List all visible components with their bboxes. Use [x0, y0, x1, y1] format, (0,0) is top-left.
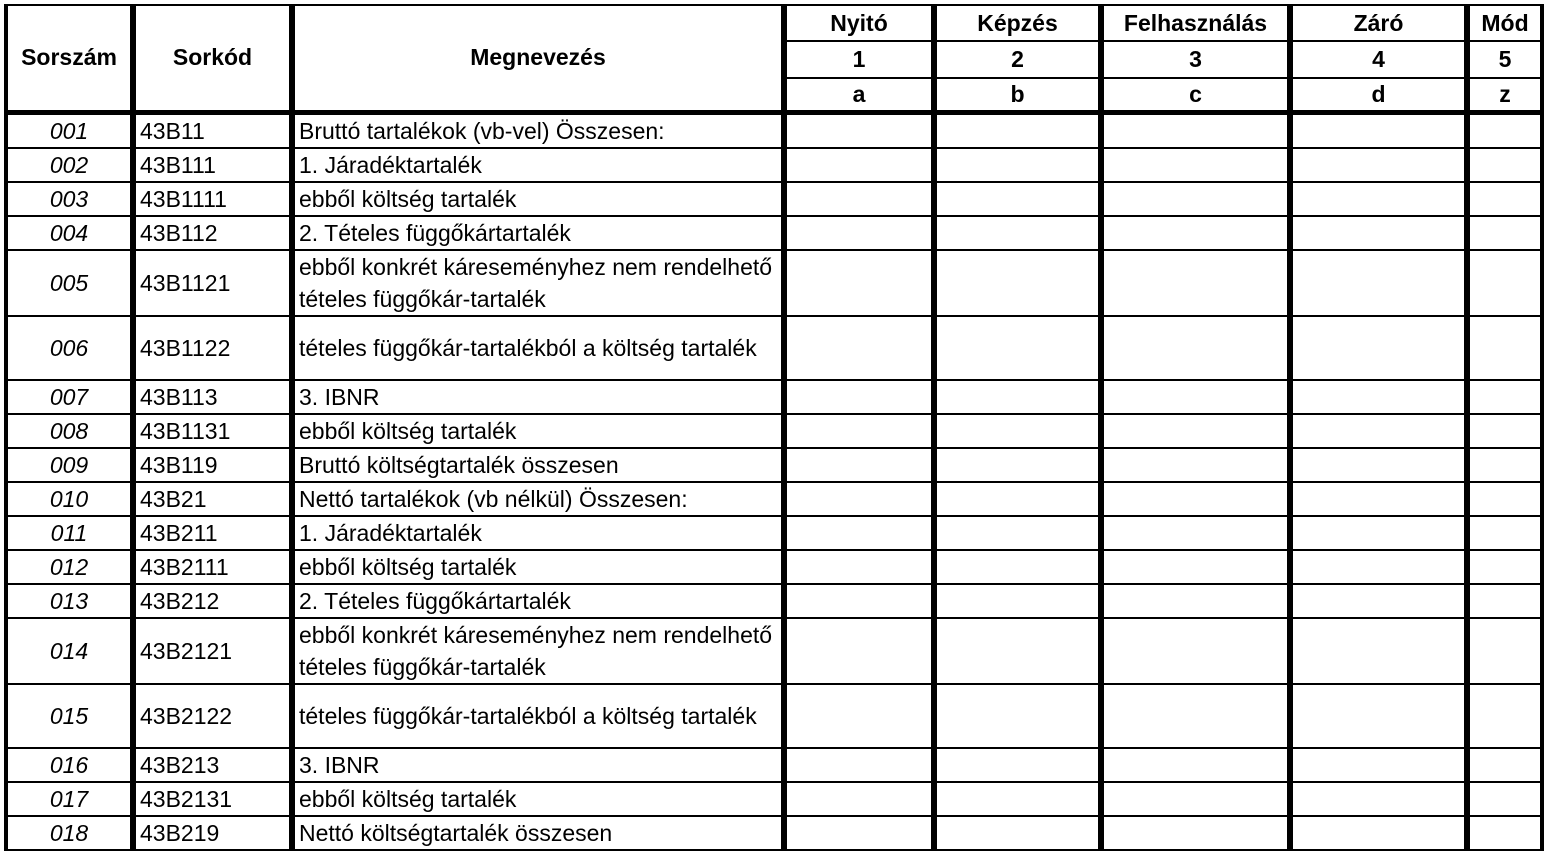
- value-cell[interactable]: [784, 380, 934, 414]
- value-cell[interactable]: [1290, 482, 1467, 516]
- value-cell[interactable]: [1101, 182, 1290, 216]
- header-col-title: Felhasználás: [1101, 5, 1290, 41]
- value-cell[interactable]: [1290, 684, 1467, 748]
- value-cell[interactable]: [1101, 684, 1290, 748]
- value-cell[interactable]: [784, 684, 934, 748]
- row-code: 43B213: [133, 748, 292, 782]
- header-col-title: Záró: [1290, 5, 1467, 41]
- row-description: 2. Tételes függőkártartalék: [292, 216, 784, 250]
- row-code: 43B1121: [133, 250, 292, 316]
- row-number: 016: [6, 748, 133, 782]
- value-cell[interactable]: [1290, 516, 1467, 550]
- value-cell[interactable]: [784, 782, 934, 816]
- value-cell[interactable]: [1290, 414, 1467, 448]
- value-cell[interactable]: [1467, 182, 1542, 216]
- table-row: [6, 782, 1542, 816]
- value-cell[interactable]: [784, 112, 934, 148]
- header-sorkod: Sorkód: [133, 5, 292, 112]
- value-cell[interactable]: [934, 684, 1101, 748]
- value-cell[interactable]: [1467, 816, 1542, 850]
- value-cell[interactable]: [1467, 684, 1542, 748]
- row-description: Bruttó tartalékok (vb-vel) Összesen:: [292, 112, 784, 148]
- value-cell[interactable]: [784, 516, 934, 550]
- row-number: 012: [6, 550, 133, 584]
- row-code: 43B1111: [133, 182, 292, 216]
- table-row: [6, 448, 1542, 482]
- header-sorszam: Sorszám: [6, 5, 133, 112]
- value-cell[interactable]: [784, 748, 934, 782]
- value-cell[interactable]: [1467, 148, 1542, 182]
- header-col-number: 2: [934, 41, 1101, 78]
- header-col-number: 3: [1101, 41, 1290, 78]
- value-cell[interactable]: [934, 380, 1101, 414]
- value-cell[interactable]: [784, 816, 934, 850]
- value-cell[interactable]: [1290, 448, 1467, 482]
- value-cell[interactable]: [1101, 250, 1290, 316]
- table-row: [6, 550, 1542, 584]
- value-cell[interactable]: [1290, 316, 1467, 380]
- row-description: Nettó tartalékok (vb nélkül) Összesen:: [292, 482, 784, 516]
- value-cell[interactable]: [1101, 516, 1290, 550]
- row-code: 43B1122: [133, 316, 292, 380]
- row-code: 43B219: [133, 816, 292, 850]
- value-cell[interactable]: [934, 584, 1101, 618]
- value-cell[interactable]: [1290, 550, 1467, 584]
- value-cell[interactable]: [1290, 782, 1467, 816]
- value-cell[interactable]: [1290, 250, 1467, 316]
- row-number: 001: [6, 112, 133, 148]
- row-code: 43B2111: [133, 550, 292, 584]
- value-cell[interactable]: [1467, 618, 1542, 684]
- row-description: 1. Járadéktartalék: [292, 516, 784, 550]
- value-cell[interactable]: [1290, 816, 1467, 850]
- value-cell[interactable]: [1101, 448, 1290, 482]
- value-cell[interactable]: [784, 448, 934, 482]
- value-cell[interactable]: [934, 148, 1101, 182]
- table-row: [6, 216, 1542, 250]
- value-cell[interactable]: [1290, 380, 1467, 414]
- row-description: tételes függőkár-tartalékból a költség tartalék: [292, 684, 784, 748]
- row-description: ebből költség tartalék: [292, 414, 784, 448]
- value-cell[interactable]: [934, 550, 1101, 584]
- value-cell[interactable]: [784, 216, 934, 250]
- value-cell[interactable]: [1290, 618, 1467, 684]
- row-description: 3. IBNR: [292, 748, 784, 782]
- row-number: 013: [6, 584, 133, 618]
- value-cell[interactable]: [1101, 748, 1290, 782]
- report-form: [4, 4, 1540, 846]
- value-cell[interactable]: [1467, 482, 1542, 516]
- table-row: [6, 584, 1542, 618]
- header-col-title: Mód: [1467, 5, 1542, 41]
- value-cell[interactable]: [934, 216, 1101, 250]
- row-description: 3. IBNR: [292, 380, 784, 414]
- row-description: ebből költség tartalék: [292, 550, 784, 584]
- value-cell[interactable]: [1290, 148, 1467, 182]
- header-col-letter: z: [1467, 78, 1542, 112]
- table-row: [6, 250, 1542, 316]
- value-cell[interactable]: [1467, 414, 1542, 448]
- row-description: 1. Járadéktartalék: [292, 148, 784, 182]
- value-cell[interactable]: [1467, 380, 1542, 414]
- row-number: 004: [6, 216, 133, 250]
- row-number: 011: [6, 516, 133, 550]
- value-cell[interactable]: [934, 618, 1101, 684]
- value-cell[interactable]: [934, 182, 1101, 216]
- value-cell[interactable]: [1467, 216, 1542, 250]
- table-row: [6, 482, 1542, 516]
- value-cell[interactable]: [1467, 448, 1542, 482]
- row-number: 006: [6, 316, 133, 380]
- row-number: 007: [6, 380, 133, 414]
- table-row: [6, 316, 1542, 380]
- value-cell[interactable]: [1467, 250, 1542, 316]
- row-number: 017: [6, 782, 133, 816]
- row-code: 43B211: [133, 516, 292, 550]
- header-col-number: 4: [1290, 41, 1467, 78]
- row-code: 43B21: [133, 482, 292, 516]
- value-cell[interactable]: [784, 550, 934, 584]
- value-cell[interactable]: [1101, 482, 1290, 516]
- row-description: tételes függőkár-tartalékból a költség tartalék: [292, 316, 784, 380]
- value-cell[interactable]: [934, 748, 1101, 782]
- row-code: 43B119: [133, 448, 292, 482]
- value-cell[interactable]: [1467, 584, 1542, 618]
- row-description: Nettó költségtartalék összesen: [292, 816, 784, 850]
- value-cell[interactable]: [934, 250, 1101, 316]
- row-description: 2. Tételes függőkártartalék: [292, 584, 784, 618]
- value-cell[interactable]: [1467, 782, 1542, 816]
- value-cell[interactable]: [934, 414, 1101, 448]
- value-cell[interactable]: [1467, 550, 1542, 584]
- value-cell[interactable]: [934, 516, 1101, 550]
- value-cell[interactable]: [1101, 782, 1290, 816]
- row-description: Bruttó költségtartalék összesen: [292, 448, 784, 482]
- row-code: 43B212: [133, 584, 292, 618]
- value-cell[interactable]: [1101, 216, 1290, 250]
- value-cell[interactable]: [784, 482, 934, 516]
- row-number: 010: [6, 482, 133, 516]
- value-cell[interactable]: [1467, 316, 1542, 380]
- table-row: [6, 112, 1542, 148]
- row-description: ebből költség tartalék: [292, 182, 784, 216]
- row-number: 002: [6, 148, 133, 182]
- header-megnevezes: Megnevezés: [292, 5, 784, 112]
- value-cell[interactable]: [1101, 148, 1290, 182]
- reserves-table: [4, 4, 1544, 851]
- table-row: [6, 148, 1542, 182]
- row-code: 43B113: [133, 380, 292, 414]
- header-col-letter: b: [934, 78, 1101, 112]
- header-col-letter: d: [1290, 78, 1467, 112]
- value-cell[interactable]: [784, 250, 934, 316]
- row-number: 003: [6, 182, 133, 216]
- table-row: [6, 816, 1542, 850]
- row-number: 015: [6, 684, 133, 748]
- value-cell[interactable]: [784, 414, 934, 448]
- row-description: ebből költség tartalék: [292, 782, 784, 816]
- value-cell[interactable]: [1290, 748, 1467, 782]
- value-cell[interactable]: [784, 618, 934, 684]
- value-cell[interactable]: [784, 584, 934, 618]
- row-number: 005: [6, 250, 133, 316]
- value-cell[interactable]: [1101, 414, 1290, 448]
- row-code: 43B1131: [133, 414, 292, 448]
- header-col-title: Nyitó: [784, 5, 934, 41]
- row-number: 009: [6, 448, 133, 482]
- value-cell[interactable]: [784, 316, 934, 380]
- row-description: ebből konkrét káreseményhez nem rendelhető tételes függőkár-tartalék: [292, 250, 784, 316]
- row-code: 43B2121: [133, 618, 292, 684]
- row-code: 43B2131: [133, 782, 292, 816]
- row-code: 43B111: [133, 148, 292, 182]
- value-cell[interactable]: [1290, 216, 1467, 250]
- header-col-title: Képzés: [934, 5, 1101, 41]
- table-row: [6, 380, 1542, 414]
- value-cell[interactable]: [934, 816, 1101, 850]
- value-cell[interactable]: [1101, 618, 1290, 684]
- table-row: [6, 684, 1542, 748]
- row-number: 014: [6, 618, 133, 684]
- value-cell[interactable]: [1290, 584, 1467, 618]
- value-cell[interactable]: [1101, 584, 1290, 618]
- value-cell[interactable]: [784, 148, 934, 182]
- value-cell[interactable]: [934, 482, 1101, 516]
- row-description: ebből konkrét káreseményhez nem rendelhető tételes függőkár-tartalék: [292, 618, 784, 684]
- value-cell[interactable]: [1101, 550, 1290, 584]
- value-cell[interactable]: [1467, 112, 1542, 148]
- value-cell[interactable]: [1290, 182, 1467, 216]
- value-cell[interactable]: [934, 782, 1101, 816]
- value-cell[interactable]: [1101, 316, 1290, 380]
- header-col-number: 1: [784, 41, 934, 78]
- value-cell[interactable]: [1101, 816, 1290, 850]
- table-row: [6, 516, 1542, 550]
- header-col-number: 5: [1467, 41, 1542, 78]
- value-cell[interactable]: [1101, 112, 1290, 148]
- row-number: 018: [6, 816, 133, 850]
- value-cell[interactable]: [1101, 380, 1290, 414]
- table-row: [6, 414, 1542, 448]
- value-cell[interactable]: [934, 112, 1101, 148]
- table-row: [6, 618, 1542, 684]
- table-row: [6, 748, 1542, 782]
- value-cell[interactable]: [934, 448, 1101, 482]
- value-cell[interactable]: [1467, 748, 1542, 782]
- value-cell[interactable]: [1290, 112, 1467, 148]
- value-cell[interactable]: [1467, 516, 1542, 550]
- row-code: 43B112: [133, 216, 292, 250]
- row-code: 43B2122: [133, 684, 292, 748]
- header-col-letter: c: [1101, 78, 1290, 112]
- row-number: 008: [6, 414, 133, 448]
- row-code: 43B11: [133, 112, 292, 148]
- value-cell[interactable]: [934, 316, 1101, 380]
- value-cell[interactable]: [784, 182, 934, 216]
- header-col-letter: a: [784, 78, 934, 112]
- table-row: [6, 182, 1542, 216]
